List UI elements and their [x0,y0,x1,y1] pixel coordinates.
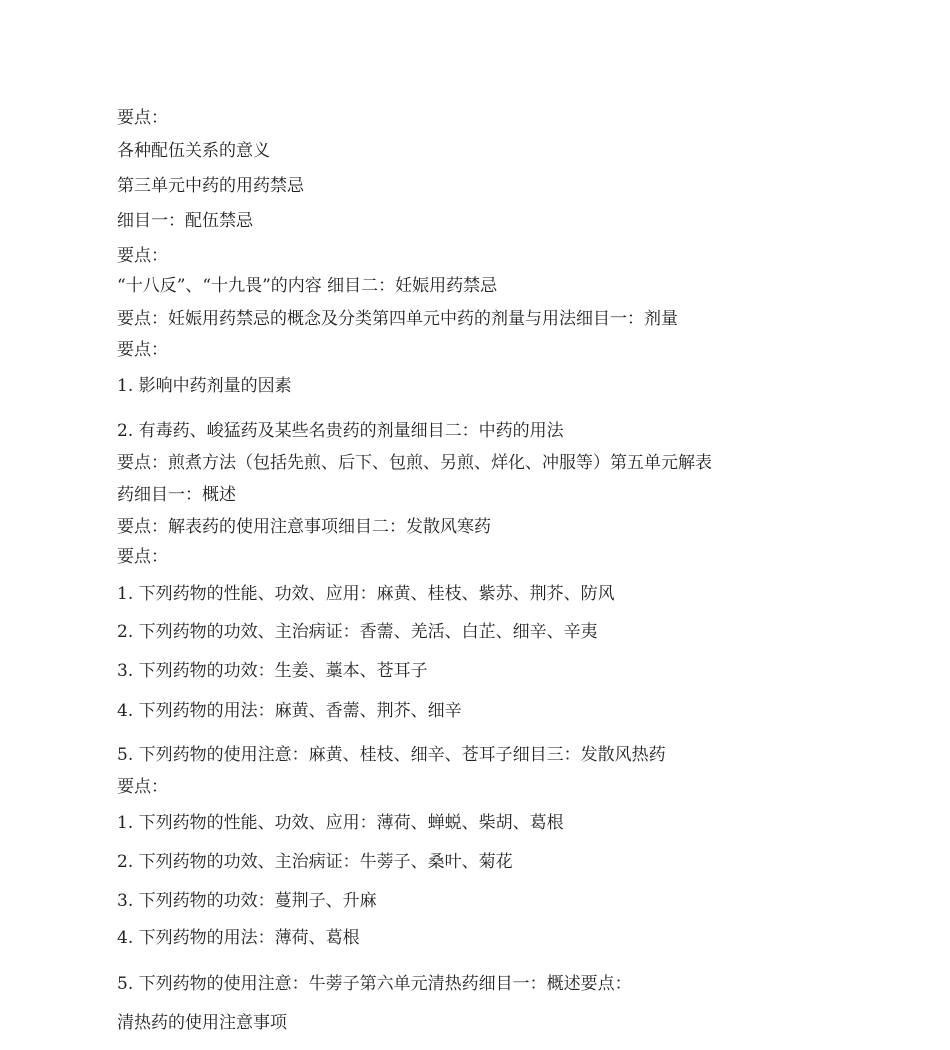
list-item: 1. 下列药物的性能、功效、应用：麻黄、桂枝、紫苏、荆芥、防风 [117,584,615,604]
list-item: 3. 下列药物的功效：蔓荆子、升麻 [117,891,377,911]
text-line: 要点：煎煮方法（包括先煎、后下、包煎、另煎、烊化、冲服等）第五单元解表 [117,453,712,473]
list-item: 2. 下列药物的功效、主治病证：香薷、羌活、白芷、细辛、辛夷 [117,622,598,642]
text-line: 要点：解表药的使用注意事项细目二：发散风寒药 [117,517,491,537]
list-item: 5. 下列药物的使用注意：牛蒡子第六单元清热药细目一：概述要点： [117,974,632,994]
text-line: 细目一：配伍禁忌 [117,211,253,231]
text-line: 药细目一：概述 [117,485,236,505]
text-line: 要点： [117,246,168,266]
text-line: 要点：妊娠用药禁忌的概念及分类第四单元中药的剂量与用法细目一：剂量 [117,309,678,329]
text-line: “十八反”、“十九畏”的内容 细目二：妊娠用药禁忌 [117,276,498,296]
list-item: 3. 下列药物的功效：生姜、藁本、苍耳子 [117,661,428,681]
text-line: 第三单元中药的用药禁忌 [117,176,304,196]
text-line: 要点： [117,108,168,128]
text-line: 要点： [117,340,168,360]
list-item: 2. 有毒药、峻猛药及某些名贵药的剂量细目二：中药的用法 [117,421,564,441]
list-item: 2. 下列药物的功效、主治病证：牛蒡子、桑叶、菊花 [117,852,513,872]
text-line: 要点： [117,777,168,797]
list-item: 4. 下列药物的用法：薄荷、葛根 [117,928,360,948]
text-line: 清热药的使用注意事项 [117,1013,287,1033]
list-item: 1. 影响中药剂量的因素 [117,376,292,396]
text-line: 要点： [117,547,168,567]
list-item: 1. 下列药物的性能、功效、应用：薄荷、蝉蜕、柴胡、葛根 [117,813,564,833]
text-line: 各种配伍关系的意义 [117,141,270,161]
list-item: 4. 下列药物的用法：麻黄、香薷、荆芥、细辛 [117,701,462,721]
list-item: 5. 下列药物的使用注意：麻黄、桂枝、细辛、苍耳子细目三：发散风热药 [117,745,666,765]
